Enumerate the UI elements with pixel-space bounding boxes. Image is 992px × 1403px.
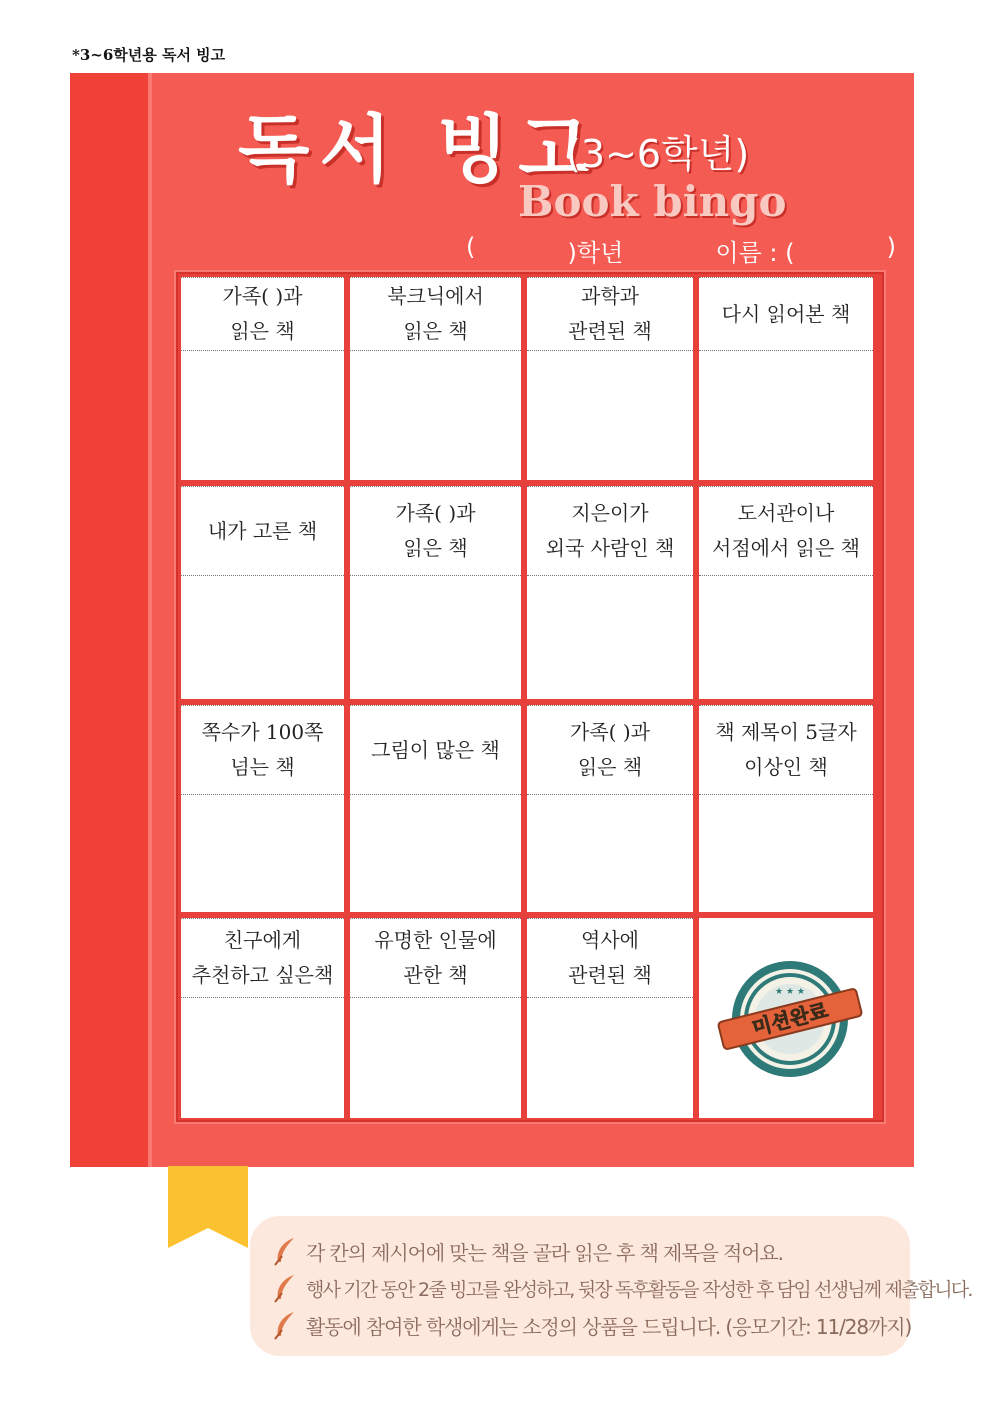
instruction-text: 행사 기간 동안 2줄 빙고를 완성하고, 뒷장 독후활동을 작성한 후 담임 선생님께 제출합니다. bbox=[306, 1278, 972, 1301]
cell-prompt: 지은이가 외국 사람인 책 bbox=[545, 501, 675, 560]
cell-prompt: 책 제목이 5글자 이상인 책 bbox=[715, 720, 857, 779]
feather-icon bbox=[272, 1273, 298, 1303]
cell-prompt: 과학과 관련된 책 bbox=[568, 284, 652, 343]
cell-header bbox=[350, 278, 521, 351]
feather-icon bbox=[272, 1310, 298, 1340]
title-grade: (3~6학년) bbox=[566, 132, 750, 176]
cell-prompt: 쪽수가 100쪽 넘는 책 bbox=[201, 720, 324, 779]
title-english: Book bingo bbox=[518, 177, 787, 226]
bingo-cell[interactable] bbox=[181, 918, 344, 1118]
cell-header bbox=[350, 487, 521, 576]
cell-header bbox=[699, 706, 873, 795]
instruction-text: 각 칸의 제시어에 맞는 책을 골라 읽은 후 책 제목을 적어요. bbox=[306, 1240, 783, 1265]
book-cover bbox=[70, 73, 914, 1167]
bingo-cell[interactable] bbox=[350, 918, 521, 1118]
bingo-cell[interactable] bbox=[350, 486, 521, 699]
cell-answer-area[interactable] bbox=[181, 795, 344, 912]
title-main: 독서 빙고 bbox=[238, 107, 600, 193]
cell-header bbox=[350, 706, 521, 795]
cell-header bbox=[527, 278, 693, 351]
cell-answer-area[interactable] bbox=[350, 351, 521, 480]
cell-answer-area[interactable] bbox=[181, 351, 344, 480]
cell-header bbox=[181, 487, 344, 576]
cell-answer-area[interactable] bbox=[527, 998, 693, 1118]
cell-answer-area[interactable] bbox=[699, 351, 873, 480]
bingo-cell[interactable] bbox=[350, 277, 521, 480]
cell-header bbox=[181, 278, 344, 351]
spine-edge bbox=[148, 73, 152, 1167]
cell-prompt: 그림이 많은 책 bbox=[371, 737, 500, 762]
cell-answer-area[interactable] bbox=[527, 576, 693, 699]
cell-prompt: 역사에 관련된 책 bbox=[568, 928, 652, 987]
name-close: ) bbox=[886, 233, 896, 261]
cell-answer-area[interactable] bbox=[350, 576, 521, 699]
cell-prompt: 가족( )과 읽은 책 bbox=[395, 501, 476, 560]
bingo-cell[interactable] bbox=[181, 486, 344, 699]
cell-prompt: 다시 읽어본 책 bbox=[721, 301, 851, 326]
bookmark-ribbon bbox=[168, 1166, 250, 1250]
feather-icon bbox=[272, 1236, 298, 1266]
cell-header bbox=[699, 278, 873, 351]
instruction-item bbox=[272, 1310, 911, 1340]
mission-complete-badge bbox=[715, 954, 865, 1084]
bingo-cell[interactable] bbox=[350, 705, 521, 912]
cell-header bbox=[181, 919, 344, 998]
bingo-board bbox=[176, 272, 884, 1122]
bingo-cell[interactable] bbox=[181, 277, 344, 480]
instruction-item bbox=[272, 1236, 783, 1266]
svg-text:★ ★ ★: ★ ★ ★ bbox=[775, 987, 805, 997]
bingo-cell[interactable] bbox=[699, 705, 873, 912]
bingo-cell-completed bbox=[699, 918, 873, 1118]
cell-prompt: 친구에게 추천하고 싶은책 bbox=[191, 928, 334, 987]
cell-answer-area[interactable] bbox=[350, 795, 521, 912]
cell-prompt: 가족( )과 읽은 책 bbox=[570, 720, 650, 779]
cell-header bbox=[527, 487, 693, 576]
bingo-cell[interactable] bbox=[527, 277, 693, 480]
cell-prompt: 유명한 인물에 관한 책 bbox=[374, 928, 497, 987]
name-line bbox=[466, 233, 896, 268]
cell-answer-area[interactable] bbox=[181, 576, 344, 699]
bingo-grid bbox=[181, 277, 879, 1117]
instruction-item bbox=[272, 1273, 972, 1303]
cell-header bbox=[527, 706, 693, 795]
cell-answer-area[interactable] bbox=[350, 998, 521, 1118]
bingo-cell[interactable] bbox=[699, 277, 873, 480]
cell-header bbox=[350, 919, 521, 998]
cell-answer-area[interactable] bbox=[181, 998, 344, 1118]
name-label: 이름 : ( bbox=[715, 239, 795, 267]
cell-header bbox=[181, 706, 344, 795]
badge-text: 미션완료 bbox=[749, 998, 831, 1040]
cell-prompt: 가족( )과 읽은 책 bbox=[222, 284, 303, 343]
bingo-cell[interactable] bbox=[527, 705, 693, 912]
top-note: *3~6학년용 독서 빙고 bbox=[72, 46, 226, 64]
cell-answer-area[interactable] bbox=[699, 576, 873, 699]
bingo-cell[interactable] bbox=[181, 705, 344, 912]
cell-header bbox=[527, 919, 693, 998]
bingo-cell[interactable] bbox=[527, 918, 693, 1118]
grade-label: )학년 bbox=[567, 239, 624, 267]
bingo-cell[interactable] bbox=[699, 486, 873, 699]
cell-header bbox=[699, 487, 873, 576]
cell-answer-area[interactable] bbox=[527, 795, 693, 912]
cell-prompt: 북크닉에서 읽은 책 bbox=[387, 284, 484, 343]
cell-answer-area[interactable] bbox=[527, 351, 693, 480]
cell-answer-area[interactable] bbox=[699, 795, 873, 912]
book-spine bbox=[70, 73, 148, 1167]
cell-prompt: 내가 고른 책 bbox=[207, 518, 318, 543]
grade-open: ( bbox=[466, 233, 476, 261]
cell-prompt: 도서관이나 서점에서 읽은 책 bbox=[712, 501, 860, 560]
instructions-box bbox=[250, 1216, 972, 1356]
bingo-cell[interactable] bbox=[527, 486, 693, 699]
instruction-text: 활동에 참여한 학생에게는 소정의 상품을 드립니다. (응모기간: 11/28까지) bbox=[306, 1314, 912, 1339]
